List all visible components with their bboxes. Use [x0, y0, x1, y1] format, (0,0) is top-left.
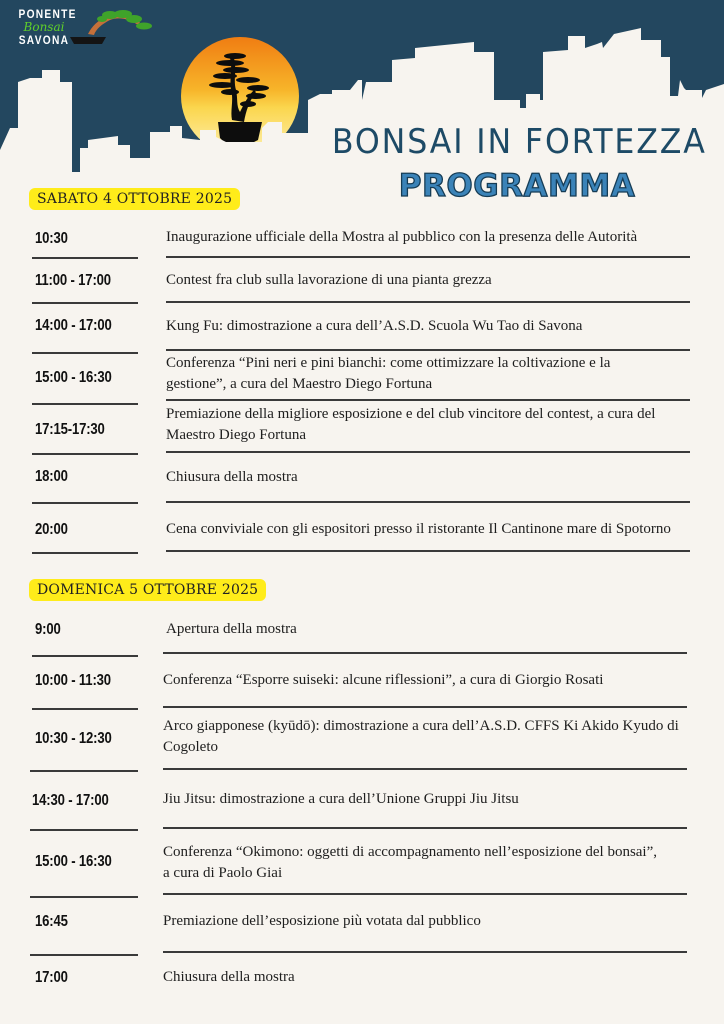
divider — [32, 257, 138, 259]
event-description: Conferenza “Okimono: oggetti di accompagnamento nell’esposizione del bonsai”, a cura di Paolo Giai — [163, 844, 658, 881]
divider — [32, 552, 138, 554]
divider — [30, 954, 138, 956]
event-time: 16:45 — [35, 913, 68, 930]
event-description: Conferenza “Esporre suiseki: alcune riflessioni”, a cura di Giorgio Rosati — [163, 672, 604, 688]
event-description: Apertura della mostra — [166, 621, 297, 637]
divider — [163, 706, 687, 708]
ponente-bonsai-savona-logo — [14, 7, 77, 47]
event-time: 11:00 - 17:00 — [35, 272, 111, 289]
divider — [163, 768, 687, 770]
event-time: 17:15-17:30 — [35, 421, 105, 438]
logo-text-bonsai: Bonsai — [23, 20, 65, 34]
divider — [166, 349, 690, 351]
divider — [32, 708, 138, 710]
event-description: Conferenza “Pini neri e pini bianchi: come ottimizzare la coltivazione e la gestione”, a cura del Maestro Diego Fortuna — [166, 355, 611, 392]
divider — [32, 403, 138, 405]
event-time: 20:00 — [35, 521, 68, 538]
event-title: BONSAI IN FORTEZZA — [331, 122, 707, 162]
divider — [32, 453, 138, 455]
event-time: 15:00 - 16:30 — [35, 369, 112, 386]
event-time: 10:30 - 12:30 — [35, 730, 112, 747]
program-heading: PROGRAMMA — [398, 168, 636, 204]
event-description: Chiusura della mostra — [166, 469, 298, 485]
divider — [30, 770, 138, 772]
divider — [166, 501, 690, 503]
event-time: 17:00 — [35, 969, 68, 986]
event-description: Inaugurazione ufficiale della Mostra al pubblico con la presenza delle Autorità — [166, 229, 638, 245]
divider — [166, 256, 690, 258]
divider — [32, 352, 138, 354]
logo-text-savona: SAVONA — [18, 33, 70, 47]
divider — [163, 951, 687, 953]
divider — [166, 301, 690, 303]
event-description: Kung Fu: dimostrazione a cura dell’A.S.D. Scuola Wu Tao di Savona — [166, 318, 583, 334]
logo-text-ponente: PONENTE — [18, 7, 77, 21]
day-label-sunday: DOMENICA 5 OTTOBRE 2025 — [29, 579, 266, 601]
divider — [32, 302, 138, 304]
bonsai-logo-icon — [68, 6, 158, 52]
event-time: 14:00 - 17:00 — [35, 317, 112, 334]
divider — [163, 827, 687, 829]
divider — [30, 829, 138, 831]
divider — [166, 550, 690, 552]
event-description: Premiazione della migliore esposizione e del club vincitore del contest, a cura del Maestro Diego Fortuna — [166, 406, 656, 443]
event-description: Premiazione dell’esposizione più votata dal pubblico — [163, 913, 481, 929]
event-description: Contest fra club sulla lavorazione di una pianta grezza — [166, 272, 492, 288]
event-description: Cena conviviale con gli espositori presso il ristorante Il Cantinone mare di Spotorno — [166, 521, 671, 537]
event-description: Chiusura della mostra — [163, 969, 295, 985]
divider — [32, 655, 138, 657]
divider — [166, 399, 690, 401]
divider — [163, 652, 687, 654]
divider — [32, 502, 138, 504]
divider — [166, 451, 690, 453]
divider — [163, 893, 687, 895]
event-time: 10:30 — [35, 230, 68, 247]
divider — [30, 896, 138, 898]
event-time: 9:00 — [35, 621, 61, 638]
event-time: 14:30 - 17:00 — [32, 792, 109, 809]
event-time: 15:00 - 16:30 — [35, 853, 112, 870]
event-time: 18:00 — [35, 468, 68, 485]
day-label-saturday: SABATO 4 OTTOBRE 2025 — [29, 188, 240, 210]
event-description: Arco giapponese (kyūdō): dimostrazione a cura dell’A.S.D. CFFS Ki Akido Kyudo di Cogoleto — [163, 718, 679, 755]
event-description: Jiu Jitsu: dimostrazione a cura dell’Unione Gruppi Jiu Jitsu — [163, 791, 519, 807]
event-time: 10:00 - 11:30 — [35, 672, 111, 689]
